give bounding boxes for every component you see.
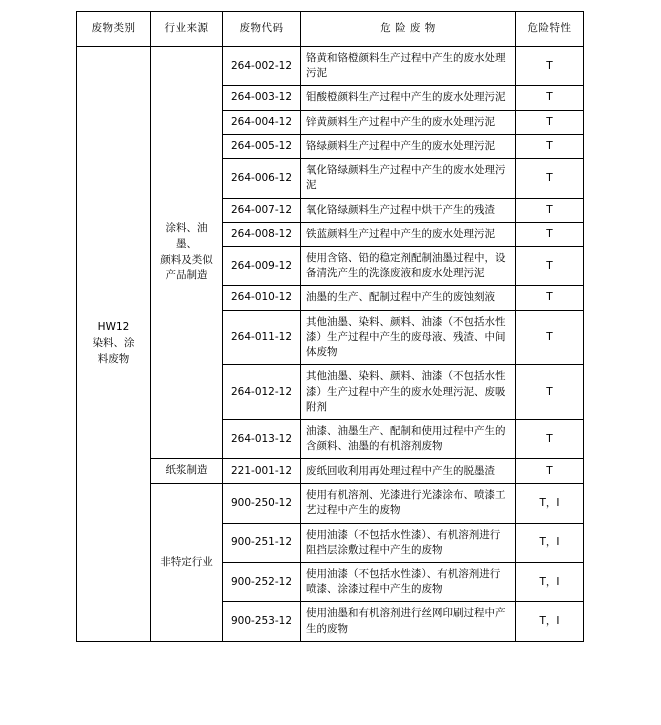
waste-description-cell: 钼酸橙颜料生产过程中产生的废水处理污泥 (301, 86, 516, 110)
hazard-property-cell: T (516, 246, 584, 285)
waste-description-cell: 使用含铬、铅的稳定剂配制油墨过程中，设备清洗产生的洗涤废液和废水处理污泥 (301, 246, 516, 285)
hazard-property-cell: T (516, 110, 584, 134)
header-cell-source: 行业来源 (151, 12, 223, 47)
industry-source-cell (151, 459, 223, 484)
hazard-property-cell: T (516, 134, 584, 158)
hazard-property-cell: T，I (516, 563, 584, 602)
waste-category-line: HW12 (97, 321, 130, 334)
waste-description-cell: 使用油漆（不包括水性漆）、有机溶剂进行喷漆、涂漆过程中产生的废物 (301, 563, 516, 602)
hazard-property-cell: T (516, 86, 584, 110)
waste-description-cell: 油漆、油墨生产、配制和使用过程中产生的含颜料、油墨的有机溶剂废物 (301, 419, 516, 458)
waste-code-cell: 900-250-12 (223, 484, 301, 523)
table-row (77, 459, 584, 484)
waste-description-cell: 铁蓝颜料生产过程中产生的废水处理污泥 (301, 222, 516, 246)
waste-code-cell: 264-003-12 (223, 86, 301, 110)
waste-description-cell: 使用油漆（不包括水性漆）、有机溶剂进行阻挡层涂敷过程中产生的废物 (301, 523, 516, 562)
waste-category-line: 料废物 (97, 352, 130, 365)
waste-code-cell: 264-011-12 (223, 310, 301, 365)
hazard-property-cell: T (516, 47, 584, 86)
industry-source-line: 涂料、油墨、 (165, 222, 208, 250)
table-header-row (77, 12, 584, 47)
header-cell-category: 废物类别 (77, 12, 151, 47)
waste-code-cell: 900-252-12 (223, 563, 301, 602)
waste-description-cell: 氧化铬绿颜料生产过程中产生的废水处理污泥 (301, 159, 516, 198)
table-row (77, 484, 584, 523)
header-cell-description: 危 险 废 物 (301, 12, 516, 47)
header-cell-property: 危险特性 (516, 12, 584, 47)
waste-code-cell: 264-009-12 (223, 246, 301, 285)
waste-description-cell: 锌黄颜料生产过程中产生的废水处理污泥 (301, 110, 516, 134)
industry-source-cell (151, 484, 223, 642)
waste-description-cell: 使用有机溶剂、光漆进行光漆涂布、喷漆工艺过程中产生的废物 (301, 484, 516, 523)
hazard-property-cell: T (516, 222, 584, 246)
waste-code-cell: 264-004-12 (223, 110, 301, 134)
waste-description-cell: 其他油墨、染料、颜料、油漆（不包括水性漆）生产过程中产生的废水处理污泥、废吸附剂 (301, 365, 516, 420)
waste-code-cell: 221-001-12 (223, 459, 301, 484)
hazard-property-cell: T (516, 198, 584, 222)
waste-category-cell (77, 47, 151, 642)
waste-description-cell: 使用油墨和有机溶剂进行丝网印刷过程中产生的废物 (301, 602, 516, 641)
waste-code-cell: 900-253-12 (223, 602, 301, 641)
hazard-property-cell: T，I (516, 484, 584, 523)
waste-category-line: 染料、涂 (92, 337, 135, 350)
industry-source-cell (151, 47, 223, 459)
industry-source-line: 产品制造 (165, 269, 208, 282)
waste-description-cell: 铬黄和铬橙颜料生产过程中产生的废水处理污泥 (301, 47, 516, 86)
industry-source-line: 非特定行业 (160, 555, 213, 568)
waste-code-cell: 264-007-12 (223, 198, 301, 222)
industry-source-line: 颜料及类似 (160, 253, 213, 266)
hazard-property-cell: T，I (516, 523, 584, 562)
table-row (77, 47, 584, 86)
hazard-property-cell: T (516, 310, 584, 365)
hazard-property-cell: T (516, 459, 584, 484)
hazard-property-cell: T (516, 286, 584, 310)
waste-code-cell: 264-002-12 (223, 47, 301, 86)
hazard-property-cell: T (516, 365, 584, 420)
waste-code-cell: 900-251-12 (223, 523, 301, 562)
waste-description-cell: 废纸回收利用再处理过程中产生的脱墨渣 (301, 459, 516, 484)
waste-code-cell: 264-013-12 (223, 419, 301, 458)
waste-code-cell: 264-008-12 (223, 222, 301, 246)
waste-code-cell: 264-005-12 (223, 134, 301, 158)
waste-code-cell: 264-010-12 (223, 286, 301, 310)
hazard-property-cell: T，I (516, 602, 584, 641)
waste-code-cell: 264-012-12 (223, 365, 301, 420)
industry-source-line: 纸浆制造 (165, 464, 208, 477)
hazard-property-cell: T (516, 419, 584, 458)
hazardous-waste-table (76, 11, 584, 642)
waste-description-cell: 其他油墨、染料、颜料、油漆（不包括水性漆）生产过程中产生的废母液、残渣、中间体废物 (301, 310, 516, 365)
header-cell-code: 废物代码 (223, 12, 301, 47)
waste-description-cell: 油墨的生产、配制过程中产生的废蚀刻液 (301, 286, 516, 310)
waste-code-cell: 264-006-12 (223, 159, 301, 198)
waste-description-cell: 氧化铬绿颜料生产过程中烘干产生的残渣 (301, 198, 516, 222)
hazard-property-cell: T (516, 159, 584, 198)
waste-description-cell: 铬绿颜料生产过程中产生的废水处理污泥 (301, 134, 516, 158)
